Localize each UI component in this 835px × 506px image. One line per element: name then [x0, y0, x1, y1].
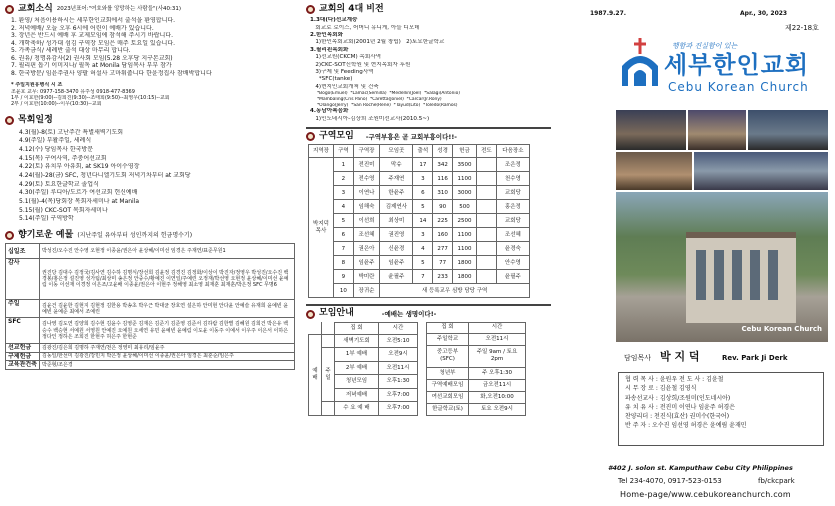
meet-name: 2부 예배 [335, 361, 379, 374]
offering-table [5, 243, 295, 370]
meet-col-header: 집 회 [335, 322, 379, 334]
cell-number: 5 [334, 214, 354, 228]
vision-item: *SFC(tanke) [310, 76, 353, 83]
staff-line: 유 치 유 사 : 전진미 이연나 임윤주 허경은 [625, 403, 736, 411]
offering-names: 김나영 김도연 김양희 김수현 김윤수 김영준 김재은 김준기 김준영 김준서 김하람 김한별 김혜원 김희건 박은유 백승수 백승현 서예원 서영원 안예진 오예원 오세연 유민 윤예빈 윤예림 이도윤 이동주 이예서 이우주 이은서 이하은 정다인 정하은 조희진 한현주 허은주 한현준 [40, 318, 295, 344]
news-item: 6. 권유/ 청명유감사(2) 권사회 모임(5.28 오후당 지구본교회) [11, 54, 173, 62]
offering-names: 권진당 김대수 김정국/김사연 김수하 김명식/장선희 김윤정 김경진 김정화/이상이 박진자/정영우 박성진/오수진 백경봉/홍은정 설진영 성가팀/최상미 송은정 안중수/황예진 이연일/주예린 오정재/박선영 오현정 윤상혜/이미선 윤예림 이동 이선재 이경정 이은조/고윤배 이종윤/권은아 이현주 정해영 최소영 최재훈 최재훈/박은정 SFC 무명6 [40, 259, 295, 300]
cell-offering: 1100 [452, 228, 476, 242]
cell-next-place: 조은정 [496, 158, 529, 172]
cell-place: 권진영 [380, 228, 413, 242]
contacts-title: * 주일지원유병식 시 조 [11, 82, 63, 89]
church-name-korean: 세부한인교회 [664, 51, 810, 79]
meet-spacer [322, 402, 335, 416]
schedule-header [5, 115, 300, 126]
vision-item: 회교로 로이스, 어머니 유니게, 아들 디모데 [310, 24, 420, 31]
cell-next-place: 조선혜 [496, 228, 529, 242]
meet-row [427, 367, 526, 379]
divider [306, 127, 551, 129]
cell-region-leader: 박지덕 목사 [309, 158, 334, 298]
cell-row [309, 186, 530, 200]
cell-row [309, 172, 530, 186]
cell-title: 구역모임 [319, 131, 354, 142]
cell-bible: 116 [433, 172, 453, 186]
cell-leader: 박미란 [353, 270, 379, 284]
cell-attendance: 6 [413, 186, 433, 200]
meet-row [427, 333, 526, 345]
meet-time: 주일 9am / 토요 2pm [469, 345, 526, 367]
meet-row [427, 391, 526, 403]
contacts-line: 1부 / 이효한(9:00)--김희진(9:30)--조태희(9:50)--최영우(10:15)--교회 [11, 94, 170, 101]
meet-spacer [309, 322, 322, 334]
cell-number: 3 [334, 186, 354, 200]
meet-row [309, 348, 418, 361]
photo-congregation-2 [694, 152, 828, 190]
church-homepage: Home-page/www.cebukoreanchurch.com [620, 490, 791, 499]
cell-offering: 1100 [452, 172, 476, 186]
vision-item: 4)현지인교회개척 및 건축 [310, 83, 379, 90]
cell-bible: 277 [433, 242, 453, 256]
cell-col-header: 헌금 [452, 145, 476, 158]
cell-bible: 160 [433, 228, 453, 242]
cell-attendance: 3 [413, 172, 433, 186]
cell-number: 6 [334, 228, 354, 242]
church-logo [618, 36, 662, 88]
cell-evangelism [477, 172, 497, 186]
meet-name: 한글학교(토) [427, 403, 469, 415]
cell-place: 김제연사 [380, 200, 413, 214]
cell-place: 최상미 [380, 214, 413, 228]
photo-caption: Cebu Korean Church [741, 325, 822, 334]
cell-table [308, 144, 530, 298]
cell-row [309, 256, 530, 270]
cell-leader: 권은아 [353, 242, 379, 256]
vision-item: 3)구제 및 Feeding사역 [310, 68, 374, 75]
cell-bible: 90 [433, 200, 453, 214]
offering-names: 김광진/김은희 김명하 주재연/천은 정영미 최유리/임윤주 [40, 344, 295, 353]
cell-subtitle: -구역부흥은 곧 교회부흥이다!!- [365, 132, 457, 141]
cell-row [309, 158, 530, 172]
cell-offering: 1800 [452, 270, 476, 284]
vision-item: *Olango(Jerry) *San Roche(Rene) *Tayud(Lito) *Toledo(Ramos) [310, 102, 458, 108]
divider [306, 304, 551, 306]
cell-next-place: 안수영 [496, 256, 529, 270]
offering-subtitle: (지난주일 유아부터 성인까지의 헌금명수기) [77, 231, 193, 239]
cell-next-place: 윤경숙 [496, 242, 529, 256]
cell-bible: 310 [433, 186, 453, 200]
cell-place: 한윤주 [380, 186, 413, 200]
cell-next-place: 윤필주 [496, 270, 529, 284]
news-item: 3. 장년은 반드시 예배 후 교제모임에 참석해 주시기 바랍니다. [11, 32, 173, 40]
cell-offering: 1100 [452, 242, 476, 256]
meet-header-row [427, 322, 526, 333]
bullet-icon [306, 310, 315, 319]
offering-row [6, 300, 295, 318]
schedule-item: 5.15(월) CKC-SOT 목회자세미나 [19, 206, 108, 214]
news-item: 8. 한국방문/ 임윤주권사 양팔 허설사 고마워줍니다 한윤정집사 참배박합니다 [11, 69, 212, 77]
photo-worship-1 [616, 110, 686, 150]
column-news [5, 0, 300, 506]
cell-place: 막슈 [380, 158, 413, 172]
photo-building-windows [696, 250, 786, 300]
offering-title: 향기로운 예물 [18, 230, 74, 241]
news-item: 7. 필리핀 돕기 이미지나/ 필독 at Monila 담임목사 부부 참가 [11, 62, 172, 70]
meet-tables [308, 322, 551, 416]
column-vision [306, 0, 551, 506]
vision-item: *Bogo(Emuel) *Lamac(Semilla) *Medellin(Joel) *Salagi(Antonio) [310, 91, 460, 96]
meet-time: 오후1:30 [379, 375, 418, 388]
meet-row [309, 402, 418, 416]
cell-attendance: 17 [413, 158, 433, 172]
church-address: #402 J. solon st. Kamputhaw Cebu City Philippines [608, 464, 793, 472]
meet-row [427, 403, 526, 415]
cell-next-place: 교회당 [496, 186, 529, 200]
cell-col-header: 지역장 [309, 145, 334, 158]
cell-attendance: 3 [413, 228, 433, 242]
offering-header [5, 230, 300, 241]
cell-leader: 임윤주 [353, 256, 379, 270]
meet-title: 모임안내 [319, 308, 354, 319]
cell-offering: 2500 [452, 214, 476, 228]
cell-evangelism [477, 158, 497, 172]
meet-time: 오후7:00 [379, 402, 418, 416]
vision-item: *Mambaling(Cris Pano) *Caretta(Joniel) *Carcar(Jr.Rony) [310, 96, 442, 102]
meet-time: 오전9시 [379, 348, 418, 361]
cell-leader: 장귀순 [353, 284, 379, 298]
meet-name: 저녁예배 [335, 388, 379, 401]
offering-row [6, 361, 295, 370]
cell-col-header: 출석 [413, 145, 433, 158]
schedule-item: 4.3(월)-8(토) 고난주간 특별새벽기도회 [19, 128, 124, 136]
vision-item: 1)인도네시아-김상희 조원미선교사(2010.5~) [310, 115, 430, 122]
staff-line: 시 무 장 로 : 김윤철 김영식 [625, 385, 697, 393]
staff-line: 협 력 목 사 : 윤원우 전 도 사 : 김윤철 [625, 376, 724, 383]
cell-attendance: 5 [413, 200, 433, 214]
photo-worship-2 [688, 110, 746, 150]
meet-row [427, 379, 526, 391]
cell-place: 윤필주 [380, 270, 413, 284]
cell-next-place: 천수영 [496, 172, 529, 186]
meet-time: 오후7:00 [379, 388, 418, 401]
cell-attendance: 7 [413, 270, 433, 284]
meet-col-header: 시간 [379, 322, 418, 334]
offering-label: 감사 [6, 259, 40, 300]
cell-offering: 3000 [452, 186, 476, 200]
cell-row [309, 270, 530, 284]
offering-row [6, 344, 295, 353]
cell-leader: 전진미 [353, 158, 379, 172]
cell-note: 새 등록교우 심방 담당 구역 [380, 284, 530, 298]
news-item: 5. 가족금식/ 세례반 출석 대상 마무리 합니다. [11, 47, 131, 55]
cell-row [309, 284, 530, 298]
cell-col-header: 구역장 [353, 145, 379, 158]
vision-item: 2.한인목회화 [310, 32, 344, 38]
staff-line: 파송선교사 : 김상희/조원미(인도네시아) [625, 394, 731, 402]
bullet-icon [5, 116, 14, 125]
photo-church-building [616, 192, 828, 342]
offering-label: SFC [6, 318, 40, 344]
cell-col-header: 구역 [334, 145, 354, 158]
meet-name: 청년부 [427, 367, 469, 379]
cell-row [309, 200, 530, 214]
meet-time: 오전11시 [379, 361, 418, 374]
cell-col-header: 성경 [433, 145, 453, 158]
bullet-icon [5, 5, 14, 14]
meet-table-left [308, 322, 418, 416]
cell-evangelism [477, 200, 497, 214]
column-cover [560, 0, 835, 506]
cell-evangelism [477, 228, 497, 242]
offering-names: 김윤건 김윤한 김현지 김현정 김한용 박송초 박우근 박대균 장호연 설은하 안미현 안다윤 안예슬 유재희 윤예빈 윤예빈 윤예준 최예서 조예린 [40, 300, 295, 318]
schedule-item: 4.22(토) 유치부 아유회, at SK19 아이수영장 [19, 163, 140, 171]
vision-item: 1)한인목회교회(2001년 2월 창립) 2)토요한글학교 [310, 39, 445, 46]
pastor-english-name: Rev. Park Ji Derk [722, 354, 788, 362]
meet-time: 화,오전10:00 [469, 391, 526, 403]
offering-label: 구제헌금 [6, 352, 40, 361]
meet-col-header: 시간 [469, 322, 526, 333]
photo-congregation-1 [616, 152, 692, 190]
meet-table-right [426, 322, 526, 416]
cell-leader: 조선혜 [353, 228, 379, 242]
cell-attendance: 14 [413, 214, 433, 228]
offering-row [6, 318, 295, 344]
offering-label: 십일조 [6, 244, 40, 259]
meet-row [427, 345, 526, 367]
church-facebook: fb/ckcpark [758, 477, 795, 485]
meet-time: 오전5:10 [379, 335, 418, 348]
cell-attendance: 5 [413, 256, 433, 270]
founded-date: 1987.9.27. [590, 10, 627, 17]
cell-row [309, 242, 530, 256]
offering-label: 주일 [6, 300, 40, 318]
meet-side-label: 예 배 [309, 335, 322, 416]
cell-place: 신윤경 [380, 242, 413, 256]
cell-number: 8 [334, 256, 354, 270]
cell-bible: 225 [433, 214, 453, 228]
cell-bible: 233 [433, 270, 453, 284]
news-list [5, 17, 300, 77]
cell-evangelism [477, 186, 497, 200]
staff-line: 반 주 자 : 오수진 임선영 허경은 윤예림 윤재민 [625, 422, 747, 430]
cell-header-row [309, 145, 530, 158]
schedule-item: 4.9(주일) 부활주일, 세례식 [19, 137, 92, 145]
issue-date: Apr., 30, 2023 [740, 10, 788, 17]
slogan: 행함과 진실함이 있는 [672, 42, 738, 50]
cell-number: 10 [334, 284, 354, 298]
schedule-item: 5.1(월)-4(목)당회장 목회자세미나 at Manila [19, 198, 140, 205]
cell-bible: 342 [433, 158, 453, 172]
vision-item: 4.동남아복음화 [310, 108, 349, 115]
cell-number: 7 [334, 242, 354, 256]
vision-item: 1)선교원(CKCM) 목회사역 [310, 54, 382, 61]
meet-header-row [309, 322, 418, 334]
offering-label: 교육관건축 [6, 361, 40, 370]
news-title: 교회소식 [18, 4, 53, 14]
cell-bible: 77 [433, 256, 453, 270]
offering-names: 김동일/한선미 김광진/강민지 박은정 윤상혜/이미선 이종윤/권은아 임경은 최훈순/임은주 [40, 352, 295, 361]
offering-row [6, 352, 295, 361]
meet-row [309, 335, 418, 348]
schedule-title: 목회일정 [18, 115, 53, 126]
cell-leader: 이선희 [353, 214, 379, 228]
cell-number: 2 [334, 172, 354, 186]
meet-name: 청년모임 [335, 375, 379, 388]
cell-number: 9 [334, 270, 354, 284]
meet-group-label: 주 일 [322, 348, 335, 402]
staff-box [618, 372, 824, 446]
meet-col-header: 집 회 [427, 322, 469, 333]
offering-names: 박준형/조은경 [40, 361, 295, 370]
meet-name: 여선교회모임 [427, 391, 469, 403]
cell-leader: 전수영 [353, 172, 379, 186]
meet-name: 주일학교 [427, 333, 469, 345]
cell-offering: 500 [452, 200, 476, 214]
meet-subtitle: -예배는 생명이다!- [381, 310, 437, 318]
pastor-label: 담임목사 [624, 354, 652, 362]
church-name-english: Cebu Korean Church [668, 80, 809, 94]
contacts-line: 조윤호 교무: 0977-158-3470 유주성 0918-477-8369 [11, 88, 135, 95]
cell-number: 4 [334, 200, 354, 214]
meet-time: 토요 오전9시 [469, 403, 526, 415]
offering-label: 선교헌금 [6, 344, 40, 353]
meet-name: 1부 예배 [335, 348, 379, 361]
cell-place: 주재연 [380, 172, 413, 186]
cell-number: 1 [334, 158, 354, 172]
schedule-item: 4.29(토) 토요한글학교 졸업식 [19, 180, 99, 188]
meet-time: 오전11시 [469, 333, 526, 345]
vision-item: 3.필리핀목회화 [310, 46, 349, 53]
offering-row [6, 244, 295, 259]
meet-name: 구역예배모임 [427, 379, 469, 391]
schedule-item: 4.24(월)-28(금) SFC, 청년다니엘기도회 저녁기차부터 at 교회당 [19, 171, 191, 179]
cell-col-header: 전도 [477, 145, 497, 158]
photo-worship-3 [748, 110, 828, 150]
schedule-item: 4.15(목) 구여사역, 주중어선교회 [19, 154, 107, 162]
meet-time: 금오전11시 [469, 379, 526, 391]
meet-header [306, 308, 551, 319]
cell-leader: 임해숙 [353, 200, 379, 214]
news-subtitle: 2023년표어:"여호와를 앙망하는 사람들"(사40:31) [56, 6, 182, 13]
issue-number: 제22-18호 [785, 24, 819, 32]
cell-place: 임윤주 [380, 256, 413, 270]
cell-col-header: 다음장소 [496, 145, 529, 158]
church-logo-icon [618, 36, 662, 88]
church-tel: Tel 234-4070, 0917-523-0153 [618, 477, 722, 485]
schedule-item: 4.12(수) 당임목사 한국방문 [19, 145, 94, 153]
contacts-line: 2부 / 이효한(10:00)--이우(10:30)--교회 [11, 101, 102, 107]
meet-name: 중고등부 (SFC) [427, 345, 469, 367]
vision-title: 교회의 4대 비전 [319, 4, 384, 14]
cell-offering: 1800 [452, 256, 476, 270]
meet-time: 주 오후1:30 [469, 367, 526, 379]
meet-name: 새벽기도회 [335, 335, 379, 348]
cell-col-header: 모임곳 [380, 145, 413, 158]
cell-next-place: 홍은정 [496, 200, 529, 214]
pastor-name: 박 지 덕 [660, 350, 700, 363]
vision-item: 2)CKC-SOT신학원 및 현지목회자 후원 [310, 61, 411, 68]
cell-row [309, 228, 530, 242]
vision-item: 1.3대(다)선교계승 [310, 17, 358, 24]
bullet-icon [5, 231, 14, 240]
cell-evangelism [477, 242, 497, 256]
staff-line: 찬양리더 : 천진식(효산) 권미수(한국어) [625, 413, 730, 421]
news-header [5, 4, 300, 15]
news-item: 2. 저녁예배/ 오늘 오후 6시에 어린이 예배가 있습니다. [11, 24, 154, 32]
cell-row [309, 214, 530, 228]
schedule-item: 4.30(주일) 루디아/도르가 여선교회 헌신예배 [19, 189, 138, 197]
cell-offering: 3500 [452, 158, 476, 172]
meet-spacer [322, 335, 335, 348]
vision-header [306, 4, 551, 15]
news-item: 1. 환영/ 처음이용하시는 세부한인교회에서 출석을 환영합니다. [11, 17, 176, 25]
bullet-icon [306, 5, 315, 14]
cell-evangelism [477, 256, 497, 270]
meet-spacer [322, 322, 335, 334]
cell-leader: 이연나 [353, 186, 379, 200]
news-item: 4. 개학축하/ 성가대 섬김 구역장 모임은 매주 토요일 있습니다. [11, 39, 176, 47]
meet-name: 수 요 예 배 [335, 402, 379, 416]
cell-attendance: 4 [413, 242, 433, 256]
cell-header [306, 131, 551, 142]
contacts-block [5, 82, 300, 107]
schedule-list [5, 129, 300, 225]
offering-names: 박성진/오수진 안수영 오현정 이종윤/권은아 윤상혜/이미선 임경은 주재연/표준무원1 [40, 244, 295, 259]
cell-evangelism [477, 270, 497, 284]
cell-evangelism [477, 214, 497, 228]
schedule-item: 5.14(주일) 구역방학 [19, 215, 74, 223]
offering-row [6, 259, 295, 300]
cell-next-place: 교회당 [496, 214, 529, 228]
vision-list [306, 17, 551, 123]
bullet-icon [306, 132, 315, 141]
